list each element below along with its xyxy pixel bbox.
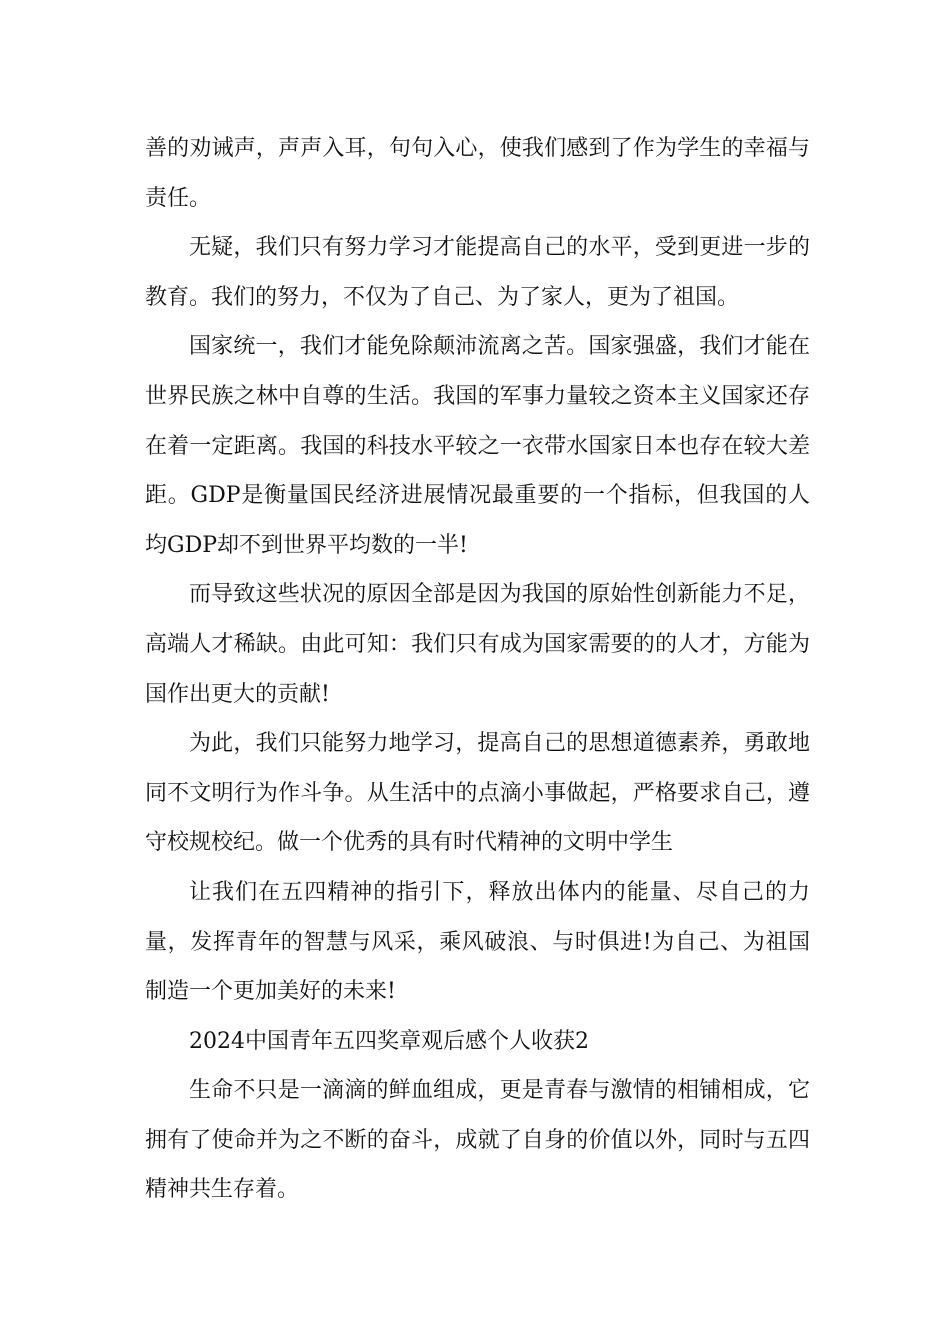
paragraph-continuation: 善的劝诫声，声声入耳，句句入心，使我们感到了作为学生的幸福与责任。 (145, 136, 810, 211)
paragraph-nation: 国家统一，我们才能免除颠沛流离之苦。国家强盛，我们才能在世界民族之林中自尊的生活。我国的军事力量较之资本主义国家还存在着一定距离。我国的科技水平较之一衣带水国家日本也存在较大差距。GDP是衡量国民经济进展情况最重要的一个指标，但我国的人均GDP却不到世界平均数的一半! (145, 334, 810, 558)
paragraph-study: 为此，我们只能努力地学习，提高自己的思想道德素养，勇敢地同不文明行为作斗争。从生活中的点滴小事做起，严格要求自己，遵守校规校纪。做一个优秀的具有时代精神的文明中学生 (145, 731, 810, 856)
document-body (145, 124, 810, 1215)
paragraph-life: 生命不只是一滴滴的鲜血组成，更是青春与激情的相铺相成，它拥有了使命并为之不断的奋斗，成就了自身的价值以外，同时与五四精神共生存着。 (145, 1078, 810, 1203)
paragraph-effort: 无疑，我们只有努力学习才能提高自己的水平，受到更进一步的教育。我们的努力，不仅为了自己、为了家人，更为了祖国。 (145, 235, 810, 310)
paragraph-may-fourth: 让我们在五四精神的指引下，释放出体内的能量、尽自己的力量，发挥青年的智慧与风采，乘风破浪、与时俱进!为自己、为祖国制造一个更加美好的未来! (145, 879, 810, 1005)
section-heading: 2024中国青年五四奖章观后感个人收获2 (189, 1028, 589, 1054)
paragraph-innovation: 而导致这些状况的原因全部是因为我国的原始性创新能力不足，高端人才稀缺。由此可知：我们只有成为国家需要的的人才，方能为国作出更大的贡献! (145, 582, 810, 707)
